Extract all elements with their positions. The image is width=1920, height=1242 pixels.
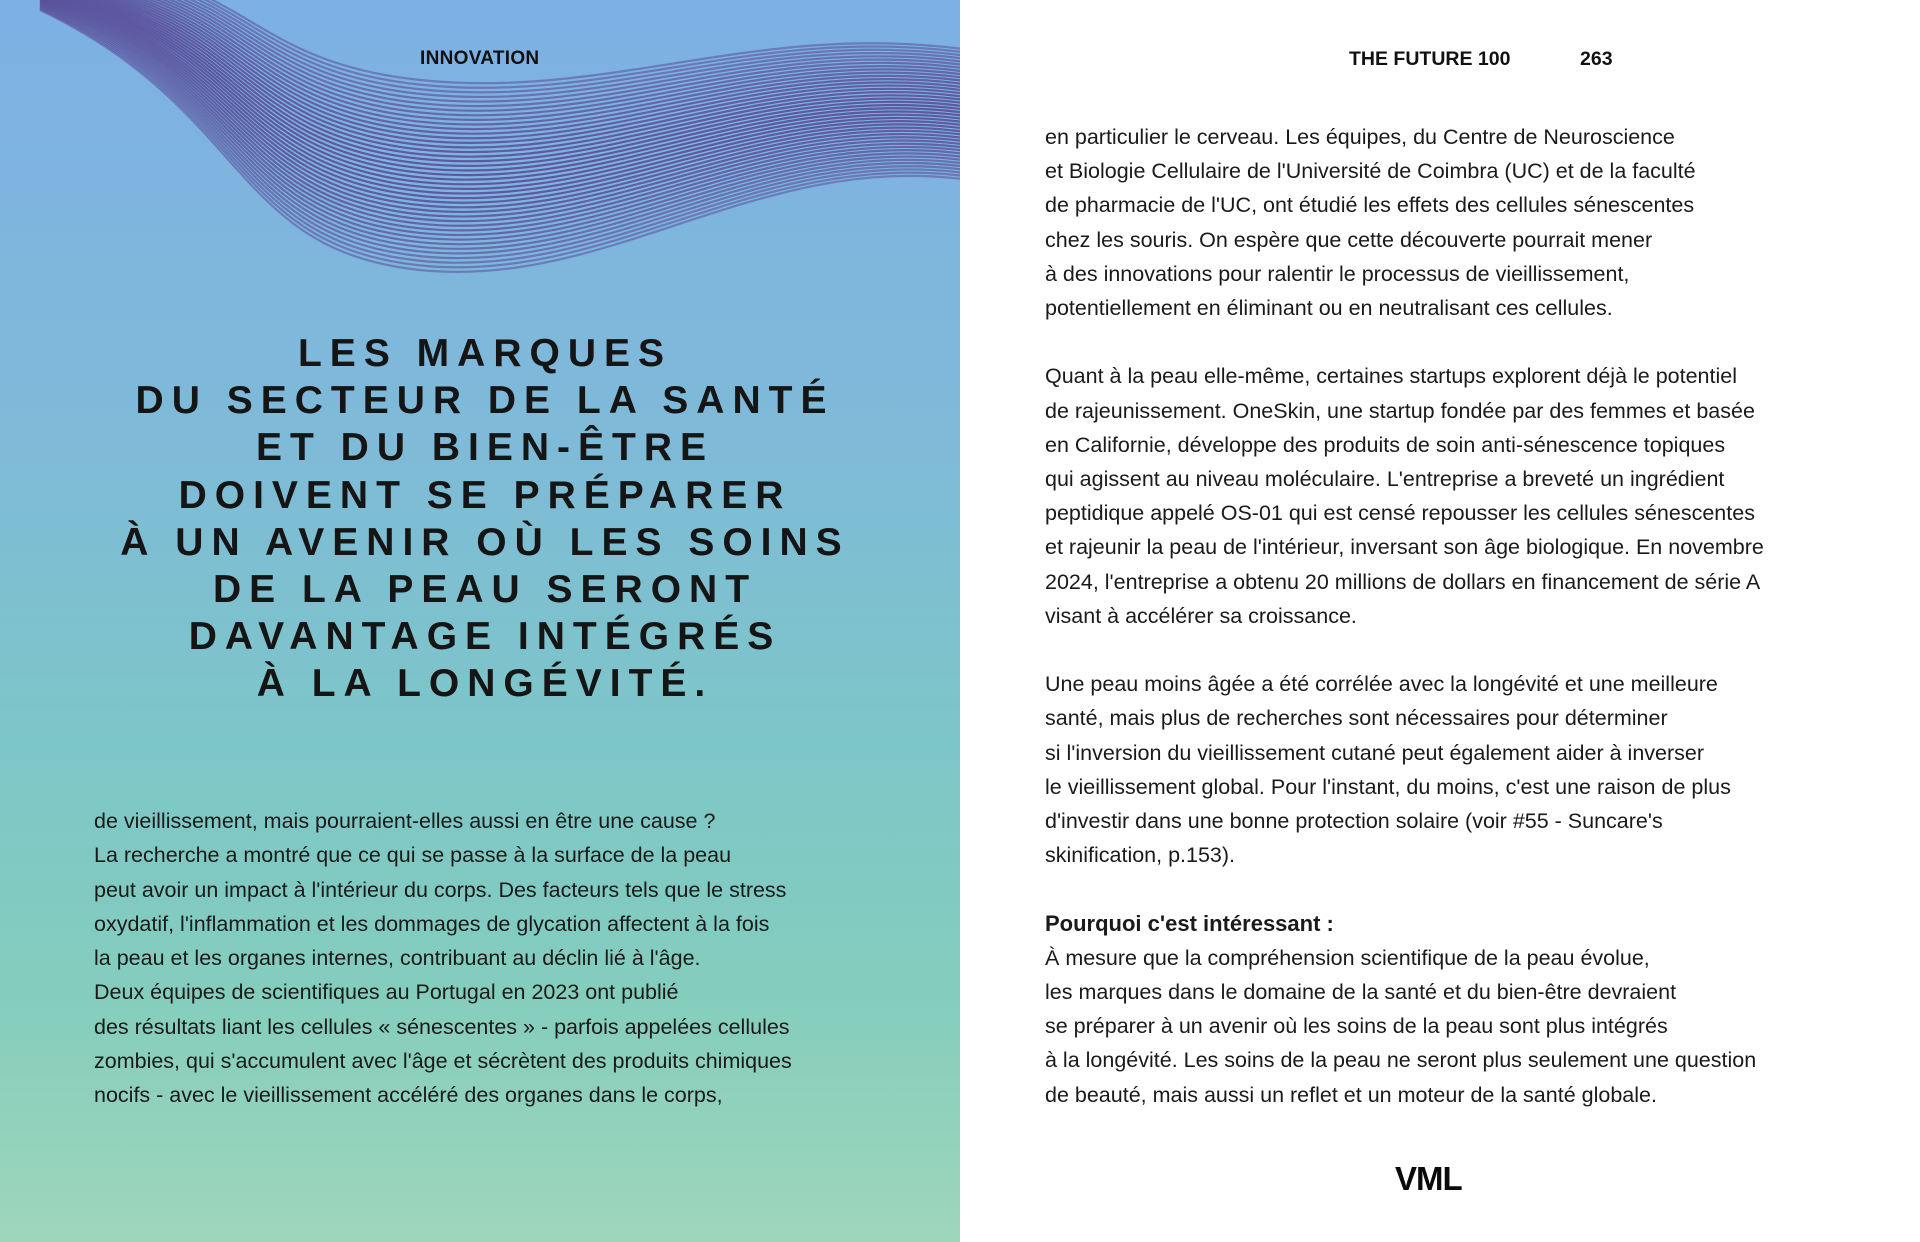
- text-line: potentiellement en éliminant ou en neutralisant ces cellules.: [1045, 296, 1613, 321]
- text-line: 2024, l'entreprise a obtenu 20 millions de dollars en financement de série A: [1045, 569, 1761, 594]
- text-line: À mesure que la compréhension scientifique de la peau évolue,: [1045, 945, 1650, 970]
- text-line: à la longévité. Les soins de la peau ne seront plus seulement une question: [1045, 1048, 1757, 1073]
- pull-quote-line: DE LA PEAU SERONT: [212, 568, 758, 612]
- text-line: de rajeunissement. OneSkin, une startup fondée par des femmes et basée: [1045, 398, 1755, 423]
- text-line: des résultats liant les cellules « sénescentes » - parfois appelées cellules: [94, 1014, 790, 1039]
- text-line: et Biologie Cellulaire de l'Université de Coimbra (UC) et de la faculté: [1045, 159, 1696, 184]
- pull-quote-line: DAVANTAGE INTÉGRÉS: [188, 615, 782, 659]
- text-line: chez les souris. On espère que cette découverte pourrait mener: [1045, 227, 1653, 252]
- vml-logo: VML: [1395, 1160, 1462, 1197]
- text-line: Quant à la peau elle-même, certaines startups explorent déjà le potentiel: [1045, 364, 1737, 389]
- text-line: de beauté, mais aussi un reflet et un moteur de la santé globale.: [1045, 1082, 1657, 1107]
- text-line: oxydatif, l'inflammation et les dommages de glycation affectent à la fois: [94, 911, 770, 936]
- text-line: si l'inversion du vieillissement cutané peut également aider à inverser: [1045, 740, 1705, 765]
- text-line: Une peau moins âgée a été corrélée avec la longévité et une meilleure: [1045, 672, 1718, 697]
- text-line: santé, mais plus de recherches sont nécessaires pour déterminer: [1045, 706, 1668, 731]
- text-line: la peau et les organes internes, contribuant au déclin lié à l'âge.: [94, 946, 701, 971]
- paragraph: [1045, 120, 1875, 325]
- wave-graphic: [0, 0, 960, 290]
- section-label: INNOVATION: [420, 48, 540, 69]
- text-line: se préparer à un avenir où les soins de la peau sont plus intégrés: [1045, 1014, 1668, 1039]
- paragraph: [1045, 359, 1875, 633]
- text-line: et rajeunir la peau de l'intérieur, inversant son âge biologique. En novembre: [1045, 535, 1764, 560]
- page-number: 263: [1580, 48, 1613, 70]
- pull-quote-line: À UN AVENIR OÙ LES SOINS: [120, 520, 850, 564]
- pull-quote: [40, 330, 930, 708]
- text-line: peut avoir un impact à l'intérieur du corps. Des facteurs tels que le stress: [94, 877, 787, 902]
- left-body-text: [94, 804, 924, 1113]
- text-line: qui agissent au niveau moléculaire. L'entreprise a breveté un ingrédient: [1045, 467, 1725, 492]
- text-line: skinification, p.153).: [1045, 843, 1236, 868]
- text-line: visant à accélérer sa croissance.: [1045, 603, 1357, 628]
- text-line: La recherche a montré que ce qui se passe à la surface de la peau: [94, 843, 732, 868]
- running-head: THE FUTURE 100: [1349, 48, 1511, 70]
- pull-quote-line: LES MARQUES: [297, 332, 673, 375]
- right-page: [960, 0, 1920, 1242]
- text-line: en Californie, développe des produits de soin anti-sénescence topiques: [1045, 432, 1726, 457]
- text-line: les marques dans le domaine de la santé et du bien-être devraient: [1045, 980, 1677, 1005]
- text-line: d'investir dans une bonne protection solaire (voir #55 - Suncare's: [1045, 809, 1663, 834]
- text-line: de vieillissement, mais pourraient-elles aussi en être une cause ?: [94, 809, 716, 833]
- text-line: zombies, qui s'accumulent avec l'âge et sécrètent des produits chimiques: [94, 1049, 792, 1074]
- pull-quote-line: DOIVENT SE PRÉPARER: [178, 473, 792, 517]
- pull-quote-line: À LA LONGÉVITÉ.: [256, 662, 714, 706]
- text-line: Deux équipes de scientifiques au Portugal en 2023 ont publié: [94, 980, 679, 1005]
- subheading: Pourquoi c'est intéressant :: [1045, 910, 1334, 936]
- text-line: en particulier le cerveau. Les équipes, du Centre de Neuroscience: [1045, 125, 1675, 149]
- right-body-text: [1045, 120, 1875, 1146]
- text-line: nocifs - avec le vieillissement accéléré des organes dans le corps,: [94, 1083, 723, 1108]
- paragraph: [1045, 907, 1875, 1112]
- pull-quote-line: ET DU BIEN-ÊTRE: [255, 426, 714, 470]
- text-line: peptidique appelé OS-01 qui est censé repousser les cellules sénescentes: [1045, 501, 1755, 526]
- pull-quote-line: DU SECTEUR DE LA SANTÉ: [135, 379, 835, 423]
- paragraph: [1045, 667, 1875, 872]
- text-line: de pharmacie de l'UC, ont étudié les effets des cellules sénescentes: [1045, 193, 1695, 218]
- text-line: le vieillissement global. Pour l'instant, du moins, c'est une raison de plus: [1045, 774, 1731, 799]
- text-line: à des innovations pour ralentir le processus de vieillissement,: [1045, 261, 1630, 286]
